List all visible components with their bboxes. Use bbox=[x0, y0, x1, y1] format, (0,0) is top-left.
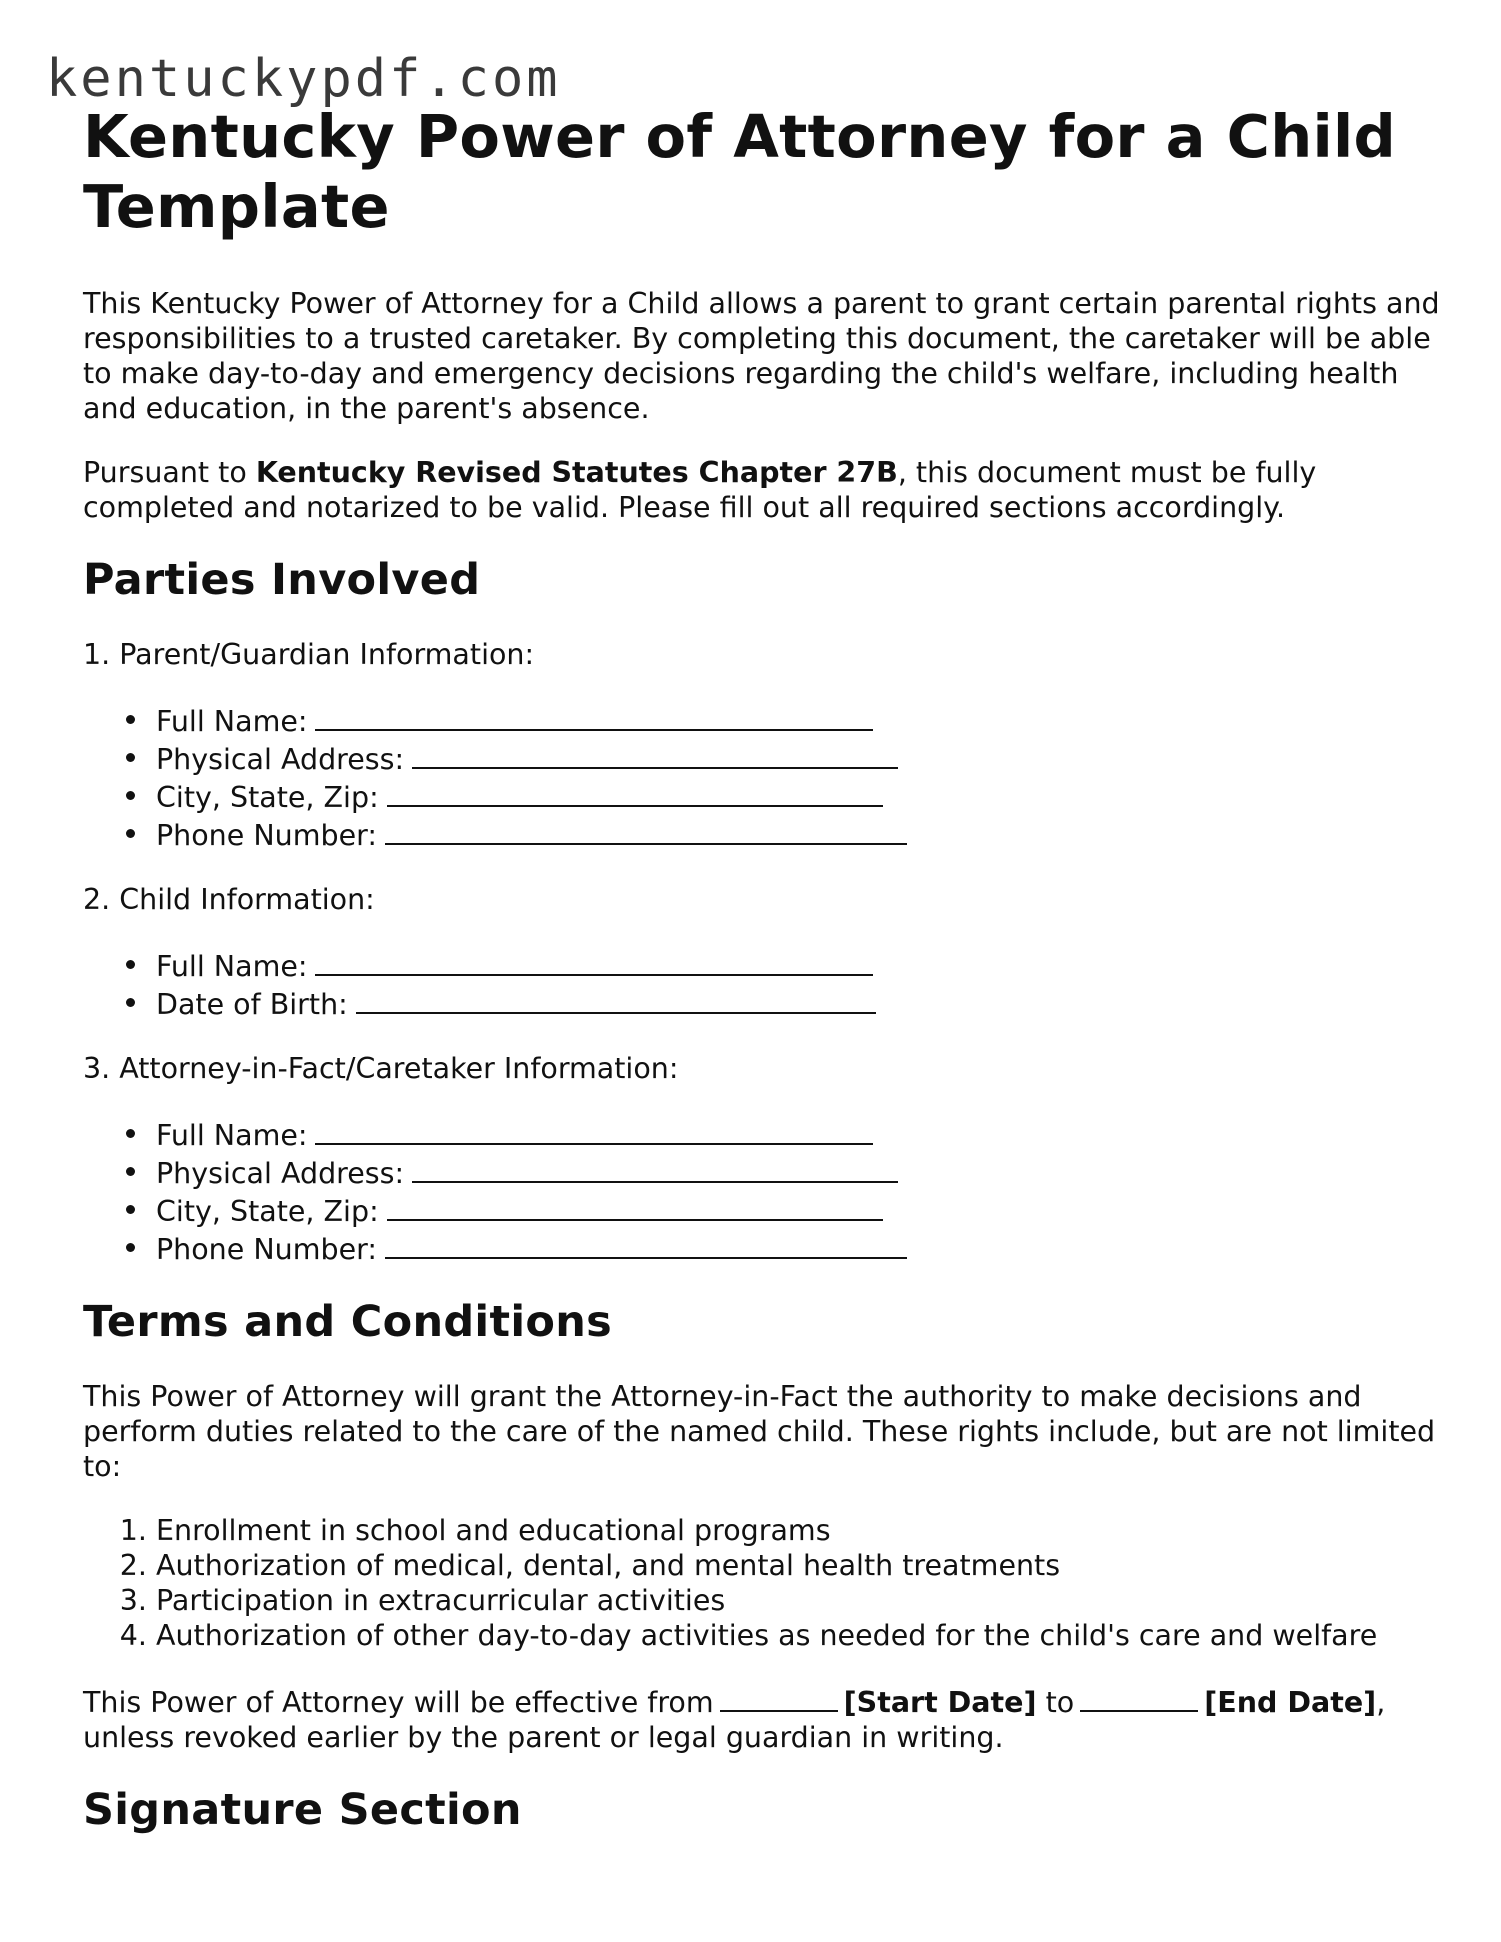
field-label: Physical Address: bbox=[156, 1157, 405, 1190]
field-label: Full Name: bbox=[156, 950, 308, 983]
fill-in-line[interactable] bbox=[387, 777, 883, 807]
caretaker-field-list bbox=[83, 1115, 1443, 1267]
statute-suffix: , this document must be fully completed and notarized to be valid. Please fill out all required sections accordingly. bbox=[83, 456, 1317, 524]
caretaker-info-label: 3. Attorney-in-Fact/Caretaker Information: bbox=[83, 1052, 679, 1085]
rights-list-item: 4. Authorization of other day-to-day activities as needed for the child's care and welfare bbox=[156, 1618, 1443, 1653]
start-date-blank[interactable] bbox=[720, 1682, 838, 1712]
child-field-list bbox=[83, 946, 1443, 1022]
caretaker-city-state-zip-field[interactable] bbox=[83, 1191, 1443, 1229]
document-body bbox=[83, 102, 1443, 1867]
fill-in-line[interactable] bbox=[412, 739, 898, 769]
signature-heading: Signature Section bbox=[83, 1785, 522, 1835]
end-date-label: [End Date] bbox=[1204, 1686, 1377, 1719]
field-label: Full Name: bbox=[156, 1119, 308, 1152]
intro-paragraph: This Kentucky Power of Attorney for a Child allows a parent to grant certain parental rights and responsibilities to a trusted caretaker. By completing this document, the caretaker will be able to make day-to-day and emergency decisions regarding the child's welfare, including health and education, in the parent's absence. bbox=[83, 287, 1440, 425]
fill-in-line[interactable] bbox=[315, 946, 873, 976]
field-label: Phone Number: bbox=[156, 1233, 377, 1266]
fill-in-line[interactable] bbox=[315, 1115, 873, 1145]
statute-paragraph bbox=[83, 455, 1443, 525]
field-label: Full Name: bbox=[156, 705, 308, 738]
parent-city-state-zip-field[interactable] bbox=[83, 777, 1443, 815]
statute-prefix: Pursuant to bbox=[83, 456, 256, 489]
effective-suffix: , unless revoked earlier by the parent or legal guardian in writing. bbox=[83, 1686, 1386, 1754]
caretaker-phone-field[interactable] bbox=[83, 1229, 1443, 1267]
parent-field-list bbox=[83, 701, 1443, 853]
rights-list-item: 2. Authorization of medical, dental, and mental health treatments bbox=[156, 1548, 1443, 1583]
field-label: Phone Number: bbox=[156, 819, 377, 852]
caretaker-full-name-field[interactable] bbox=[83, 1115, 1443, 1153]
field-label: Physical Address: bbox=[156, 743, 405, 776]
field-label: City, State, Zip: bbox=[156, 781, 379, 814]
fill-in-line[interactable] bbox=[356, 984, 876, 1014]
fill-in-line[interactable] bbox=[387, 1191, 883, 1221]
parent-phone-field[interactable] bbox=[83, 815, 1443, 853]
start-date-label: [Start Date] bbox=[843, 1686, 1037, 1719]
fill-in-line[interactable] bbox=[412, 1153, 898, 1183]
fill-in-line[interactable] bbox=[385, 815, 907, 845]
child-full-name-field[interactable] bbox=[83, 946, 1443, 984]
child-info-label: 2. Child Information: bbox=[83, 883, 375, 916]
rights-list bbox=[83, 1513, 1443, 1653]
effective-prefix: This Power of Attorney will be effective from bbox=[83, 1686, 714, 1719]
document-title: Kentucky Power of Attorney for a Child Template bbox=[83, 102, 1397, 241]
fill-in-line[interactable] bbox=[385, 1229, 907, 1259]
field-label: City, State, Zip: bbox=[156, 1195, 379, 1228]
site-watermark: kentuckypdf.com bbox=[46, 49, 561, 109]
statute-name: Kentucky Revised Statutes Chapter 27B bbox=[255, 456, 898, 489]
parent-full-name-field[interactable] bbox=[83, 701, 1443, 739]
parties-heading: Parties Involved bbox=[83, 555, 481, 605]
parent-address-field[interactable] bbox=[83, 739, 1443, 777]
parent-info-label: 1. Parent/Guardian Information: bbox=[83, 638, 535, 671]
rights-list-item: 1. Enrollment in school and educational programs bbox=[156, 1513, 1443, 1548]
end-date-blank[interactable] bbox=[1080, 1682, 1198, 1712]
effective-dates-paragraph bbox=[83, 1682, 1443, 1755]
fill-in-line[interactable] bbox=[315, 701, 873, 731]
rights-list-item: 3. Participation in extracurricular activities bbox=[156, 1583, 1443, 1618]
field-label: Date of Birth: bbox=[156, 988, 348, 1021]
terms-heading: Terms and Conditions bbox=[83, 1297, 613, 1347]
caretaker-address-field[interactable] bbox=[83, 1153, 1443, 1191]
child-dob-field[interactable] bbox=[83, 984, 1443, 1022]
terms-intro: This Power of Attorney will grant the Attorney-in-Fact the authority to make decisions and perform duties related to the care of the named child. These rights include, but are not limited to: bbox=[83, 1380, 1436, 1483]
to-word: to bbox=[1045, 1686, 1075, 1719]
